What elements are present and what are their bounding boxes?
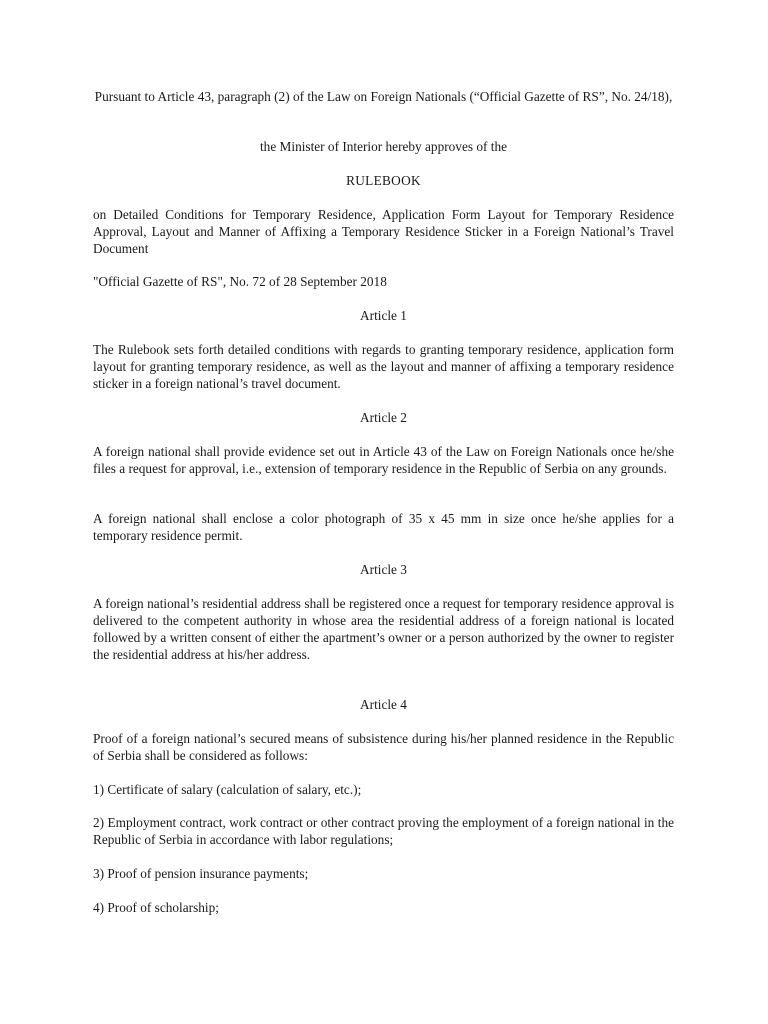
list-item: 2) Employment contract, work contract or other contract proving the employment of a foreign national in the Republic of Serbia in accordance with labor regulations; bbox=[93, 815, 674, 847]
list-item: 3) Proof of pension insurance payments; bbox=[93, 866, 309, 881]
article-4-intro: Proof of a foreign national’s secured means of subsistence during his/her planned residence in the Republic of Serbia shall be considered as follows: bbox=[93, 731, 674, 763]
article-1-text: The Rulebook sets forth detailed conditions with regards to granting temporary residence, application form layout for granting temporary residence, as well as the layout and manner of affixing a temporary residence sticker in a foreign national’s travel document. bbox=[93, 342, 674, 391]
article-2-paragraph-2: A foreign national shall enclose a color photograph of 35 x 45 mm in size once he/she applies for a temporary residence permit. bbox=[93, 511, 674, 543]
article-3-text: A foreign national’s residential address shall be registered once a request for temporary residence approval is delivered to the competent authority in whose area the residential address of a foreign national is located followed by a written consent of either the apartment’s owner or a person authorized by the owner to register the residential address at his/her address. bbox=[93, 596, 674, 662]
article-2-paragraph-1: A foreign national shall provide evidence set out in Article 43 of the Law on Foreign Nationals once he/she files a request for approval, i.e., extension of temporary residence in the Republic of Serbia on any grounds. bbox=[93, 444, 674, 476]
article-1-heading: Article 1 bbox=[360, 308, 407, 323]
preamble-text: Pursuant to Article 43, paragraph (2) of the Law on Foreign Nationals (“Official Gazette of RS”, No. 24/18), bbox=[94, 89, 673, 104]
approval-text: the Minister of Interior hereby approves of the bbox=[259, 139, 508, 154]
article-2-heading: Article 2 bbox=[360, 410, 407, 425]
article-3-heading: Article 3 bbox=[360, 562, 407, 577]
article-4-heading: Article 4 bbox=[360, 697, 407, 712]
list-item: 4) Proof of scholarship; bbox=[93, 900, 219, 915]
list-item: 1) Certificate of salary (calculation of salary, etc.); bbox=[93, 782, 362, 797]
document-title: RULEBOOK bbox=[346, 173, 421, 188]
document-subtitle: on Detailed Conditions for Temporary Residence, Application Form Layout for Temporary Residence Approval, Layout and Manner of Affixing a Temporary Residence Sticker in a Foreign National’s Travel Document bbox=[93, 207, 674, 256]
gazette-reference: "Official Gazette of RS", No. 72 of 28 September 2018 bbox=[93, 274, 387, 289]
